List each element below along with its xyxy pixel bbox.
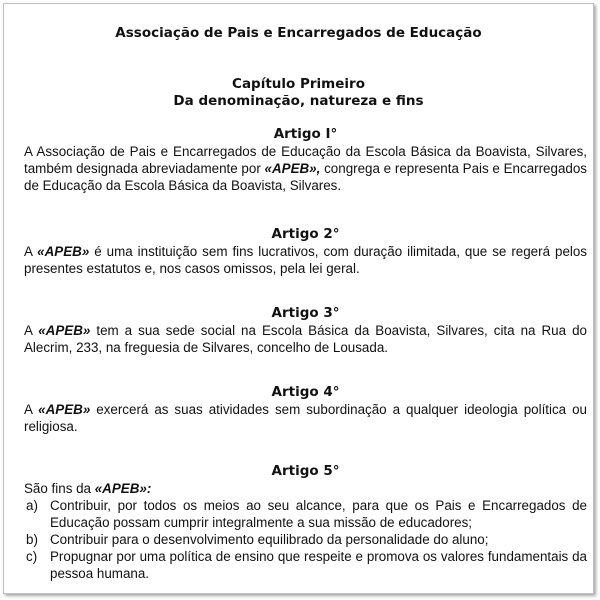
article-2 (24, 226, 587, 277)
article-heading: Artigo 4° (271, 384, 340, 400)
document-title: Associação de Pais e Encarregados de Educação (115, 25, 482, 41)
list-item-text: Contribuir, por todos os meios ao seu alcance, para que os Pais e Encarregados de Educação possam cumprir integralmente a sua missão de educadores; (50, 498, 587, 530)
article-text: São fins da (24, 481, 95, 496)
chapter-subtitle: Da denominação, natureza e fins (173, 93, 424, 109)
article-text: A (24, 402, 39, 417)
article-text: congrega e representa Pais e Encarregados de Educação da Escola Básica da Boavista, Silvares. (24, 161, 587, 193)
list-marker: c) (26, 549, 38, 564)
article-body (24, 243, 587, 277)
fins-list (24, 497, 587, 582)
article-body (24, 401, 587, 435)
article-text: A (24, 244, 38, 259)
list-item-text: Contribuir para o desenvolvimento equilibrado da personalidade do aluno; (50, 532, 489, 547)
article-text: exercerá as suas atividades sem subordinação a qualquer ideologia política ou religiosa. (24, 402, 587, 434)
article-heading: Artigo I° (273, 126, 338, 142)
article-heading: Artigo 5° (271, 463, 340, 479)
brand-name: «APEB»: (94, 481, 152, 496)
article-5 (24, 463, 587, 582)
list-marker: b) (26, 532, 38, 547)
article-heading: Artigo 3° (271, 305, 340, 321)
chapter-title: Capítulo Primeiro (232, 76, 365, 92)
article-1 (24, 126, 587, 194)
article-text: é uma instituição sem fins lucrativos, com duração ilimitada, que se regerá pelos presentes estatutos e, nos casos omissos, pela lei geral. (24, 244, 588, 276)
article-body (24, 143, 587, 194)
article-intro (24, 480, 587, 497)
list-marker: a) (26, 498, 38, 513)
article-4 (24, 384, 587, 435)
list-item (24, 531, 587, 548)
list-item (24, 497, 587, 531)
brand-name: «APEB» (38, 323, 91, 338)
article-text: A (24, 323, 39, 338)
article-text: tem a sua sede social na Escola Básica da Boavista, Silvares, cita na Rua do Alecrim, 233, na freguesia de Silvares, concelho de Lousada. (24, 323, 587, 355)
article-3 (24, 305, 587, 356)
article-heading: Artigo 2° (271, 226, 340, 242)
article-body (24, 322, 587, 356)
brand-name: «APEB» (38, 402, 91, 417)
list-item-text: Propugnar por uma política de ensino que respeite e promova os valores fundamentais da pessoa humana. (50, 549, 587, 581)
chapter-heading (4, 76, 593, 110)
brand-name: «APEB» (37, 244, 90, 259)
article-text: A Associação de Pais e Encarregados de Educação da Escola Básica da Boavista, Silvares, também designada abreviadamente por (24, 144, 587, 176)
document-page (3, 3, 594, 594)
brand-name: «APEB», (264, 161, 321, 176)
list-item (24, 548, 587, 582)
